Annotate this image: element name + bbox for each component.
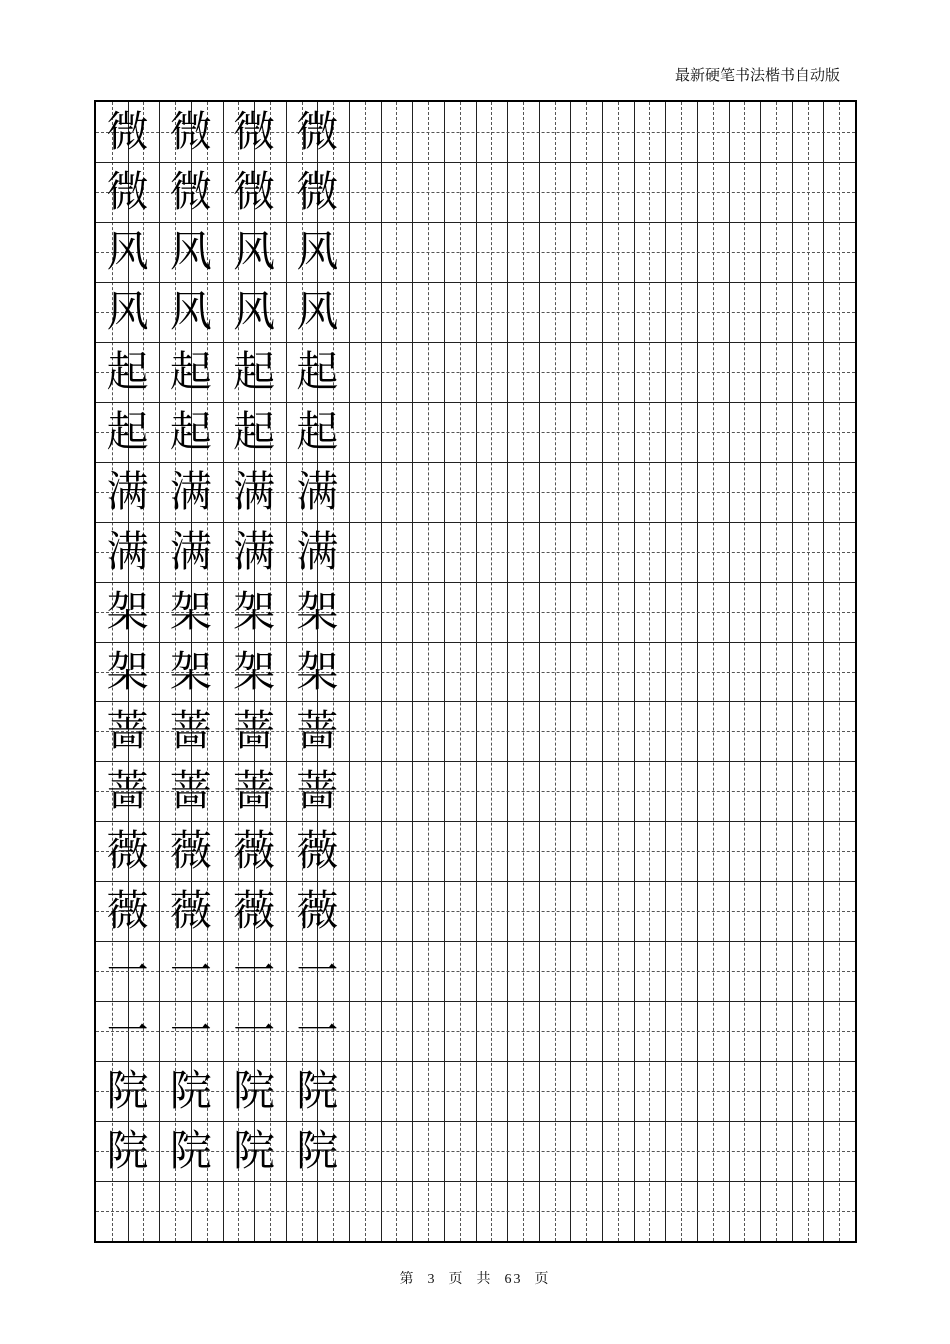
practice-character: 满 (233, 466, 276, 516)
practice-character: 风 (169, 286, 212, 336)
page-footer (0, 1268, 950, 1288)
practice-character: 架 (169, 586, 212, 636)
practice-character: 风 (296, 226, 339, 276)
practice-character: 风 (296, 286, 339, 336)
practice-character: 架 (233, 646, 276, 696)
practice-character: 微 (106, 166, 149, 216)
practice-character: 院 (296, 1066, 339, 1116)
practice-character: 薇 (169, 886, 212, 936)
practice-character: 微 (106, 106, 149, 156)
practice-character: 微 (296, 106, 339, 156)
grid-row-guide (96, 1211, 855, 1212)
practice-character: 薇 (106, 826, 149, 876)
practice-character: 院 (169, 1066, 212, 1116)
practice-character: 满 (169, 466, 212, 516)
practice-character: 薇 (233, 826, 276, 876)
footer-label-ye: 页 (448, 1272, 465, 1287)
practice-grid (94, 100, 857, 1243)
practice-character: 架 (233, 586, 276, 636)
practice-character: 满 (106, 526, 149, 576)
practice-character: 院 (233, 1126, 276, 1176)
practice-character: 一 (296, 1006, 339, 1056)
practice-character: 蔷 (233, 766, 276, 816)
practice-character: 一 (106, 946, 149, 996)
practice-character: 薇 (296, 886, 339, 936)
practice-character: 一 (233, 946, 276, 996)
practice-character: 微 (169, 166, 212, 216)
practice-character: 院 (233, 1066, 276, 1116)
practice-character: 薇 (169, 826, 212, 876)
practice-character: 蔷 (106, 706, 149, 756)
practice-character: 院 (169, 1126, 212, 1176)
practice-character: 风 (233, 226, 276, 276)
footer-label-ye2: 页 (534, 1272, 551, 1287)
practice-character: 蔷 (233, 706, 276, 756)
practice-character: 微 (296, 166, 339, 216)
practice-character: 风 (106, 286, 149, 336)
footer-label-gong: 共 (476, 1272, 493, 1287)
practice-character: 满 (106, 466, 149, 516)
practice-character: 起 (296, 346, 339, 396)
practice-character: 起 (296, 406, 339, 456)
footer-label-di: 第 (399, 1272, 416, 1287)
practice-character: 蔷 (296, 766, 339, 816)
practice-character: 起 (233, 406, 276, 456)
practice-character: 风 (233, 286, 276, 336)
practice-character: 薇 (233, 886, 276, 936)
practice-character: 薇 (296, 826, 339, 876)
practice-character: 起 (169, 406, 212, 456)
footer-total-pages: 63 (504, 1272, 523, 1287)
practice-character: 院 (296, 1126, 339, 1176)
practice-character: 微 (233, 106, 276, 156)
footer-current-page: 3 (427, 1272, 437, 1287)
practice-character: 一 (169, 946, 212, 996)
practice-character: 架 (296, 586, 339, 636)
practice-character: 满 (233, 526, 276, 576)
practice-character: 架 (169, 646, 212, 696)
practice-character: 蔷 (296, 706, 339, 756)
practice-character: 风 (106, 226, 149, 276)
practice-character: 蔷 (106, 766, 149, 816)
document-header-title: 最新硬笔书法楷书自动版 (674, 66, 840, 84)
practice-character: 起 (233, 346, 276, 396)
practice-character: 院 (106, 1126, 149, 1176)
practice-character: 微 (233, 166, 276, 216)
practice-character: 满 (296, 466, 339, 516)
practice-character: 风 (169, 226, 212, 276)
grid-row-line (96, 1181, 855, 1182)
practice-character: 起 (106, 406, 149, 456)
practice-character: 一 (106, 1006, 149, 1056)
practice-character: 架 (106, 586, 149, 636)
practice-character: 一 (169, 1006, 212, 1056)
practice-character: 架 (106, 646, 149, 696)
practice-character: 架 (296, 646, 339, 696)
practice-character: 起 (169, 346, 212, 396)
practice-character: 蔷 (169, 706, 212, 756)
practice-character: 院 (106, 1066, 149, 1116)
practice-character: 微 (169, 106, 212, 156)
practice-character: 满 (169, 526, 212, 576)
practice-character: 薇 (106, 886, 149, 936)
practice-character: 一 (296, 946, 339, 996)
practice-character: 起 (106, 346, 149, 396)
practice-character: 一 (233, 1006, 276, 1056)
practice-character: 满 (296, 526, 339, 576)
practice-character: 蔷 (169, 766, 212, 816)
